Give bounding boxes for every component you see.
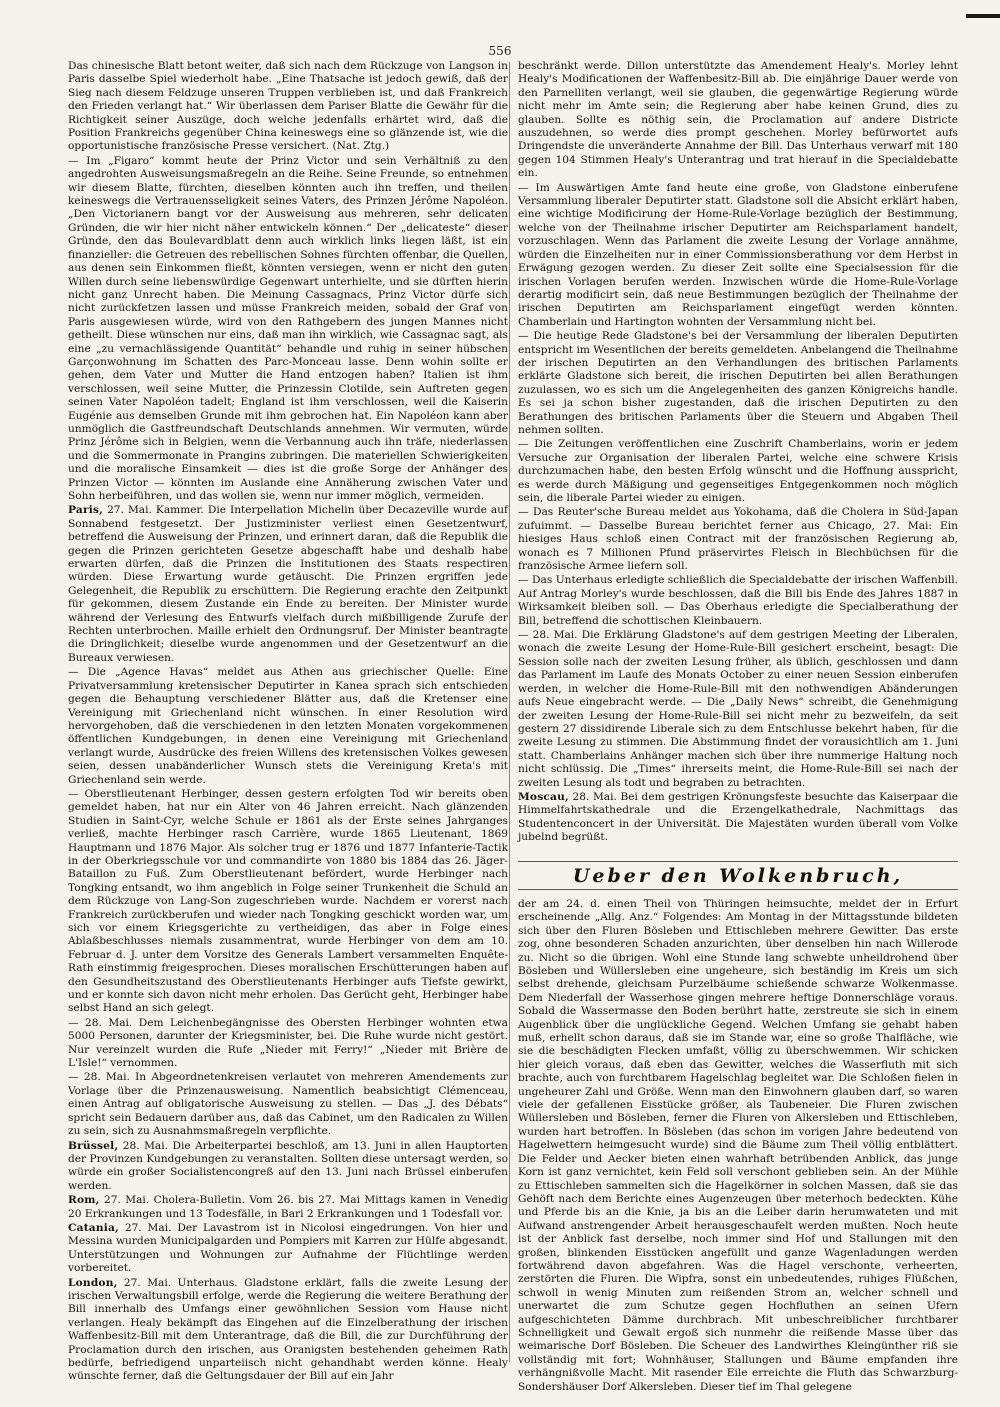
paragraph-text: 28. Mai. Die Arbeiterpartei beschloß, am 13. Juni in allen Hauptorten der Provinzen Kundgebungen zu veranstalten. Sollten diese untersagt werden, so würde ein großer Socialistencongreß auf den 13. Juni nach Brüssel einberufen werden. — [68, 1139, 508, 1192]
paragraph-text: — Das Unterhaus erledigte schließlich die Specialdebatte der irischen Waffenbill. Auf Antrag Morley's wurde beschlossen, daß die Bill bis Ende des Jahres 1887 in Wirksamkeit bleiben soll. — Das Oberhaus erledigte die Specialberathung der Bill, betreffend die schottischen Kleinbauern. — [518, 574, 958, 627]
dateline: Catania, — [68, 1221, 119, 1234]
article-paragraph — [518, 60, 958, 181]
article-paragraph — [518, 330, 958, 437]
paragraph-text: — 28. Mai. Die Erklärung Gladstone's auf dem gestrigen Meeting der Liberalen, wonach die zweite Lesung der Home-Rule-Bill gesichert erscheint, besagt: Die Session solle nach der zweiten Lesung früher, als üblich, geschlossen und dann das Parlament im Laufe des Monats October zu einer neuen Session einberufen werden, in welcher die Home-Rule-Bill mit den nothwendigen Abänderungen aufs Neue eingebracht werde. — Die „Daily News“ schreibt, die Genehmigung der zweiten Lesung der Home-Rule-Bill sei nicht mehr zu bezweifeln, da seit gestern 27 dissidirende Liberale sich zu dem Entschlusse bekehrt haben, für die zweite Lesung zu stimmen. Die Abstimmung findet der vorausichtlich am 1. Juni statt. Chamberlains Anhänger machen sich über ihre nummerige Haltung noch nicht schlüssig. Die „Times“ ihrerseits meint, die Home-Rule-Bill sei nach der zweiten Lesung als todt und begraben zu betrachten. — [518, 629, 958, 789]
dateline: Paris, — [68, 504, 104, 517]
article-paragraph — [68, 155, 508, 504]
article-paragraph — [518, 791, 958, 845]
paragraph-text: — Im „Figaro“ kommt heute der Prinz Victor und sein Verhältniß zu den angedrohten Ausweisungsmaßregeln an die Reihe. Seine Freunde, so entnehmen wir diesem Blatte, fürchten, dieselben könnten auch ihn treffen, und theilen keineswegs die Vertrauensseligkeit seines Vaters, des Prinzen Jérôme Napoléon. „Den Victorianern bangt vor der Ausweisung aus mehreren, sehr delicaten Gründen, die wir hier nicht näher entwickeln können.“ Der „delicateste“ dieser Gründe, den das Boulevardblatt denn auch wirklich links liegen läßt, ist ein finanzieller: die Getreuen des rebellischen Sohnes fürchten offenbar, die Quellen, aus denen sein Einkommen fließt, könnten versiegen, wenn er nicht den guten Willen durch seine liebenswürdige Gegenwart unterhielte, und sie dürften hierin nicht ganz Unrecht haben. Die Meinung Cassagnacs, Prinz Victor dürfe sich nicht zurückfetzen lassen und müsse Frankreich meiden, sobald der Graf von Paris ausgewiesen würde, wird von den Rathgebern des jungen Mannes nicht getheilt. Diese wünschen nur eins, daß man ihn wirklich, wie Cassagnac sagt, als eine „zu vernachlässigende Quantität“ behandle und ruhig in seiner hübschen Garçonwohnung im Schatten des Parc-Monceau lasse. Denn wohin sollte er gehen, dem Vater und Mutter die Hand entzogen haben? Italien ist ihm verschlossen, weil seine Mutter, die Prinzessin Clotilde, sein Auftreten gegen seinen Vater Napoléon tadelt; England ist ihm verschlossen, weil die Kaiserin Eugénie aus demselben Grunde mit ihm gebrochen hat. Ein Napoléon kann aber unmöglich die Gastfreundschaft Deutschlands annehmen. Wir vermuten, würde Prinz Jérôme sich in Belgien, wenn die Verbannung auch ihn träfe, niederlassen und die Sommermonate in Prangins zubringen. Die materiellen Schwierigkeiten und die moralische Einsamkeit — dies ist die große Sorge der Anhänger des Prinzen Victor — könnten im Auslande eine Annäherung zwischen Vater und Sohn herbeiführen, und das wollen sie, wenn nur immer möglich, vermeiden. — [68, 154, 508, 502]
paragraph-text: — Oberstlieutenant Herbinger, dessen gestern erfolgten Tod wir bereits oben gemeldet haben, hat nur ein Alter von 46 Jahren erreicht. Nach glänzenden Studien in Saint-Cyr, welche Schule er 1861 als der Erste seines Jahrganges verließ, machte Herbinger rasch Carrière, wurde 1865 Lieutenant, 1869 Hauptmann und 1876 Major. Als solcher trug er 1876 und 1877 Infanterie-Tactik in der Oberkriegsschule vor und commandirte von 1880 bis 1884 das 26. Jäger-Bataillon zu Fuß. Zum Oberstlieutenant befördert, wurde Herbinger nach Tongking entsandt, wo ihm angeblich in Folge seiner Trunkenheit die Schuld an dem Rückzuge von Lang-Son zugeschrieben wurde. Nachdem er vorerst nach Frankreich zurückberufen und wieder nach Tongking geschickt worden war, um sich vor einem Kriegsgerichte zu vertheidigen, das aber in Folge eines Ablaßbeschlusses niemals zusammentrat, wurde Herbinger von dem am 10. Februar d. J. unter dem Vorsitze des Generals Lambert versammelten Enquête-Rath einstimmig freigesprochen. Dieses moralischen Erschütterungen haben auf den Gesundheitszustand des Oberstlieutenants Herbinger aufs Tiefste gewirkt, und er konnte sich davon nicht mehr erholen. Das Gerücht geht, Herbinger habe selbst Hand an sich gelegt. — [68, 787, 508, 1015]
paragraph-text: — Die heutige Rede Gladstone's bei der Versammlung der liberalen Deputirten entspricht im Wesentlichen der bereits gemeldeten. Anbelangend die Theilnahme der irischen Deputirten an den Verhandlungen des britischen Parlaments erklärte Gladstone sich bereit, die irischen Deputirten bei allen Berathungen zuzulassen, wo es sich um die Angelegenheiten des ganzen Königreichs handle. Es sei ja schon bisher zugestanden, daß die irischen Deputirten zu den Berathungen des britischen Parlaments über die Steuern und Abgaben Theil nehmen sollten. — [518, 330, 958, 436]
article-paragraph — [68, 60, 508, 154]
paragraph-text: 27. Mai. Der Lavastrom ist in Nicolosi eingedrungen. Von hier und Messina wurden Municipalgarden und Pompiers mit Karren zur Hülfe abgesandt. Unterstützungen und Wohnungen zur Aufnahme der Flüchtlinge werden vorbereitet. — [68, 1221, 508, 1275]
article-paragraph — [518, 898, 958, 1394]
article-paragraph — [518, 438, 958, 505]
article-paragraph — [68, 1277, 508, 1384]
page-number: 556 — [488, 44, 512, 58]
article-headline: Ueber den Wolkenbruch, — [572, 864, 904, 887]
article-paragraph — [518, 506, 958, 573]
paragraph-text: — Im Auswärtigen Amte fand heute eine große, von Gladstone einberufene Versammlung liberaler Deputirter statt. Gladstone soll die Absicht erklärt haben, eine wichtige Modificirung der Home-Rule-Vorlage bezüglich der Bestimmung, welche von der Theilnahme irischer Deputirter am Reichsparlament handelt, vorzuschlagen. Wenn das Parlament die zweite Lesung der Vorlage annähme, würden die Einzelheiten nur in einer Commissionsberathung vor dem Herbst in Erwägung gezogen werden. Zu dieser Zeit sollte eine Specialsession für die irischen Vorlagen berufen werden. Inzwischen würde die Home-Rule-Vorlage derartig modificirt sein, daß neue Bestimmungen bezüglich der Theilnahme der irischen Deputirten am Reichsparlament eingefügt werden könnten. Chamberlain und Hartington wohnten der Versammlung nicht bei. — [518, 181, 958, 328]
paragraph-text: 27. Mai. Cholera-Bulletin. Vom 26. bis 27. Mai Mittags kamen in Venedig 20 Erkrankungen und 13 Todesfälle, in Bari 2 Erkrankungen und 1 Todesfall vor. — [68, 1194, 508, 1220]
right-column — [518, 60, 959, 1393]
left-column — [68, 60, 508, 1383]
article-paragraph — [68, 788, 508, 1016]
dateline: Moscau, — [518, 790, 569, 803]
article-paragraph — [68, 1140, 508, 1194]
paragraph-text: — Die Zeitungen veröffentlichen eine Zuschrift Chamberlains, worin er jedem Versuche zur Organisation der liberalen Partei, welche eine schwere Krisis durchzumachen habe, den besten Erfolg wünscht und die Hoffnung ausspricht, es werde durch Mäßigung und gegenseitiges Entgegenkommen noch möglich sein, die liberale Partei wieder zu einigen. — [518, 438, 958, 504]
dateline: London, — [68, 1276, 118, 1289]
paragraph-text: 27. Mai. Unterhaus. Gladstone erklärt, falls die zweite Lesung der irischen Verwaltungsbill erfolge, werde die Regierung die weitere Berathung der Bill innerhalb des Umfangs einer gewöhnlichen Session vom Hause nicht verlangen. Healy bekämpft das Eingehen auf die Einzelberathung der irischen Waffenbesitz-Bill mit dem Unterantrage, daß die Bill, die zur Durchführung der Proclamation durch den irischen, aus Oranigsten bestehenden geheimen Rath bedürfe, befriedigend unparteiisch nicht gehandhabt werden könne. Healy wünschte ferner, daß die Geltungsdauer der Bill auf ein Jahr — [68, 1276, 508, 1383]
paragraph-text: — Die „Agence Havas“ meldet aus Athen aus griechischer Quelle: Eine Privatversammlung kretensischer Deputirter in Kanea sprach sich entschieden gegen die Behauptung verschiedener Blätter aus, daß die Kretenser eine Vereinigung mit Griechenland nicht wünschen. In einer Resolution wird hervorgehoben, daß die verschiedenen in den letzten Monaten vorgekommenen öffentlichen Kundgebungen, in denen eine Vereinigung mit Griechenland verlangt wurde, Ausdrücke des freien Willens des kretensischen Volkes gewesen seien, dessen unabänderlicher Wunsch stets die Vereinigung Kreta's mit Griechenland sein werde. — [68, 666, 508, 786]
paragraph-text: der am 24. d. einen Theil von Thüringen heimsuchte, meldet der in Erfurt erscheinende „Allg. Anz.“ Folgendes: Am Montag in der Mittagsstunde bildeten sich über den Fluren Bösleben und Ettischleben mehrere Gewitter. Das erste zog, ohne besonderen Schaden anzurichten, über denselben hin nach Willerode zu. Nicht so die übrigen. Wohl eine Stunde lang schwebte unheildrohend über Bösleben und Wüllersleben eine ungeheure, sich beständig im Kreis um sich selbst drehende, gleichsam Purzelbäume schießende schwarze Wolkenmasse. Dem Niederfall der Wasserhose gingen mehrere heftige Donnerschläge voraus. Sobald die Wassermasse den Boden berührt hatte, zerstreute sie sich in einem Augenblick über die unglückliche Gegend. Welchen Umfang sie gehabt haben muß, erhellt schon daraus, daß sie im Stande war, eine so große Thalfläche, wie sie die beschädigten Flecken umfaßt, völlig zu überschwemmen. Wir schicken hier gleich voraus, daß eben das Gewitter, welches die Wasserfluth mit sich brachte, auch von furchtbarem Hagelschlag begleitet war. Die Schloßen fielen in ungeheurer Zahl und Größe. Wenn man den Einwohnern glauben darf, so waren viele der gefallenen Eisstücke größer, als Taubeneier. Die Fluren zwischen Wüllersleben und Bösleben, ferner die Fluren von Alkersleben und Ettischleben, wurden hart betroffen. In Bösleben (das schon im vorigen Jahre bedeutend von Hagelwettern heimgesucht wurde) sind die Bäume zum Theil völlig entblättert. Die Felder und Aecker bieten einen wahrhaft betrübenden Anblick, das junge Korn ist ganz vernichtet, kein Feld soll verschont geblieben sein. An der Mühle zu Ettischleben sammelten sich die Hagelkörner in solchen Massen, daß sie das Gehöft nach dem Berichte eines Augenzeugen über meterhoch bedeckten. Kühe und Pferde bis an die Knie, ja bis an die Leiber darin herumwateten und mit Aufwand anstrengender Arbeit herausgeschaufelt werden mußten. Noch heute ist der Anblick fast derselbe, noch immer sind Hof und Stallungen mit den großen, blinkenden Eisstücken angefüllt und ganze Wagenladungen werden fortwährend davon abgefahren. Was die Hagel verschonte, verheerten, zerstörten die Fluren. Die Wipfra, sonst ein unbedeutendes, ruhiges Flüßchen, schwoll in wenig Minuten zum reißenden Strom an, welcher schnell und unerwartet die zum Schutze gegen Hochfluthen an seinen Ufern aufgeschichteten Dämme durchbrach. Mit unbeschreiblicher furchtbarer Schnelligkeit und Gewalt ergoß sich nunmehr die reißende Masse über das weimarische Dorf Bösleben. Die Scheuer des Landwirthes Kleingünther riß sie vollständig mit fort; Wohnhäuser, Stallungen und Bäume empfanden ihre verhängnißvolle Macht. Mit rasender Eile erreichte die Fluth das Schwarzburg-Sondershäuser Dorf Alkersleben. Dieser tief im Thal gelegene — [518, 897, 958, 1393]
paragraph-text: — Das Reuter'sche Bureau meldet aus Yokohama, daß die Cholera in Süd-Japan zufuimmt. — Dasselbe Bureau berichtet ferner aus Chicago, 27. Mai: Ein hiesiges Haus schloß einen Contract mit der französischen Regierung ab, wonach es 7 Millionen Pfund präservirtes Fleisch in Blechbüchsen für die französische Armee liefern soll. — [518, 506, 958, 573]
article-paragraph — [68, 504, 508, 665]
paragraph-text: — 28. Mai. In Abgeordnetenkreisen verlautet von mehreren Amendements zur Vorlage über die Prinzenausweisung. Namentlich beabsichtigt Clémenceau, einen Antrag auf obligatorische Ausweisung zu stellen. — Das „J. des Débats“ spricht sein Bedauern darüber aus, daß das Cabinet, um den Radicalen zu Willen zu sein, sich zu Ausnahmsmaßregeln verpflichte. — [68, 1071, 508, 1138]
article-headline-box — [518, 861, 958, 890]
paragraph-text: 28. Mai. Bei dem gestrigen Krönungsfeste besuchte das Kaiserpaar die Himmelfahrtskathedrale und die Erzengelkathedrale, Nachmittags das Studentenconcert in der Universität. Die Majestäten wurden überall vom Volke jubelnd begrüßt. — [518, 790, 959, 844]
dateline: Brüssel, — [68, 1139, 119, 1152]
article-paragraph — [518, 182, 958, 329]
scan-edge-mark — [966, 14, 1000, 18]
paragraph-text: 27. Mai. Kammer. Die Interpellation Michelin über Decazeville wurde auf Sonnabend festgesetzt. Der Justizminister verliest einen Gesetzentwurf, betreffend die Ausweisung der Prinzen, und erinnert daran, daß die Republik die gegen die Prinzen gerichteten Gesetze abgeschafft habe und deshalb habe erwarten dürfen, daß die Prinzen die Institutionen des Staats respectiren würden. Diese Erwartung wurde getäuscht. Die Prinzen ergriffen jede Gelegenheit, die Republik zu erschüttern. Die Regierung erachte den Zeitpunkt für gekommen, diesem Zustande ein Ende zu bereiten. Der Minister wurde während der Verlesung des Entwurfs vielfach durch mißbilligende Zurufe der Rechten unterbrochen. Maille erhielt den Ordnungsruf. Der Minister beantragte die Dringlichkeit; dieselbe wurde angenommen und der Gesetzentwurf an die Bureaux verwiesen. — [68, 504, 508, 664]
paragraph-text: beschränkt werde. Dillon unterstützte das Amendement Healy's. Morley lehnt Healy's Modificationen der Waffenbesitz-Bill ab. Die einjährige Dauer werde von den Parnelliten verlangt, weil sie glauben, die gegenwärtige Regierung würde nicht mehr im Amte sein; die Regierung aber habe keinen Grund, dies zu glauben. Sollte es nöthig sein, die Proclamation auf andere Districte auszudehnen, so werde dies prompt geschehen. Morley befürwortet aufs Dringendste die unveränderte Annahme der Bill. Das Unterhaus verwarf mit 180 gegen 104 Stimmen Healy's Unterantrag und trat hierauf in die Specialdebatte ein. — [518, 60, 958, 180]
paragraph-text: — 28. Mai. Dem Leichenbegängnisse des Obersten Herbinger wohnten etwa 5000 Personen, darunter der Kriegsminister, bei. Die Ruhe wurde nicht gestört. Nur vereinzelt wurden die Rufe „Nieder mit Ferry!“ „Nieder mit Brière de L'Isle!“ vernommen. — [68, 1016, 508, 1070]
article-paragraph — [68, 1071, 508, 1138]
article-paragraph — [68, 666, 508, 787]
dateline: Rom, — [68, 1194, 100, 1207]
article-paragraph — [518, 629, 958, 790]
article-paragraph — [68, 1194, 508, 1221]
article-paragraph — [68, 1017, 508, 1071]
article-paragraph — [518, 574, 958, 628]
paragraph-text: Das chinesische Blatt betont weiter, daß sich nach dem Rückzuge von Langson in Paris dasselbe Spiel wiederholt habe. „Eine Thatsache ist jedoch gewiß, daß der Sieg nach diesem Feldzuge unseren Truppen verblieben ist, und daß Frankreich den Frieden verlangt hat.“ Wir überlassen dem Pariser Blatte die Gewähr für die Richtigkeit seiner Auszüge, doch welche jedenfalls erhärtet wird, daß die Position Frankreichs gegenüber China keineswegs eine so glänzende ist, wie die opportunistische französische Presse versichert. (Nat. Ztg.) — [68, 60, 508, 153]
article-paragraph — [68, 1222, 508, 1276]
column-divider — [509, 62, 510, 1362]
